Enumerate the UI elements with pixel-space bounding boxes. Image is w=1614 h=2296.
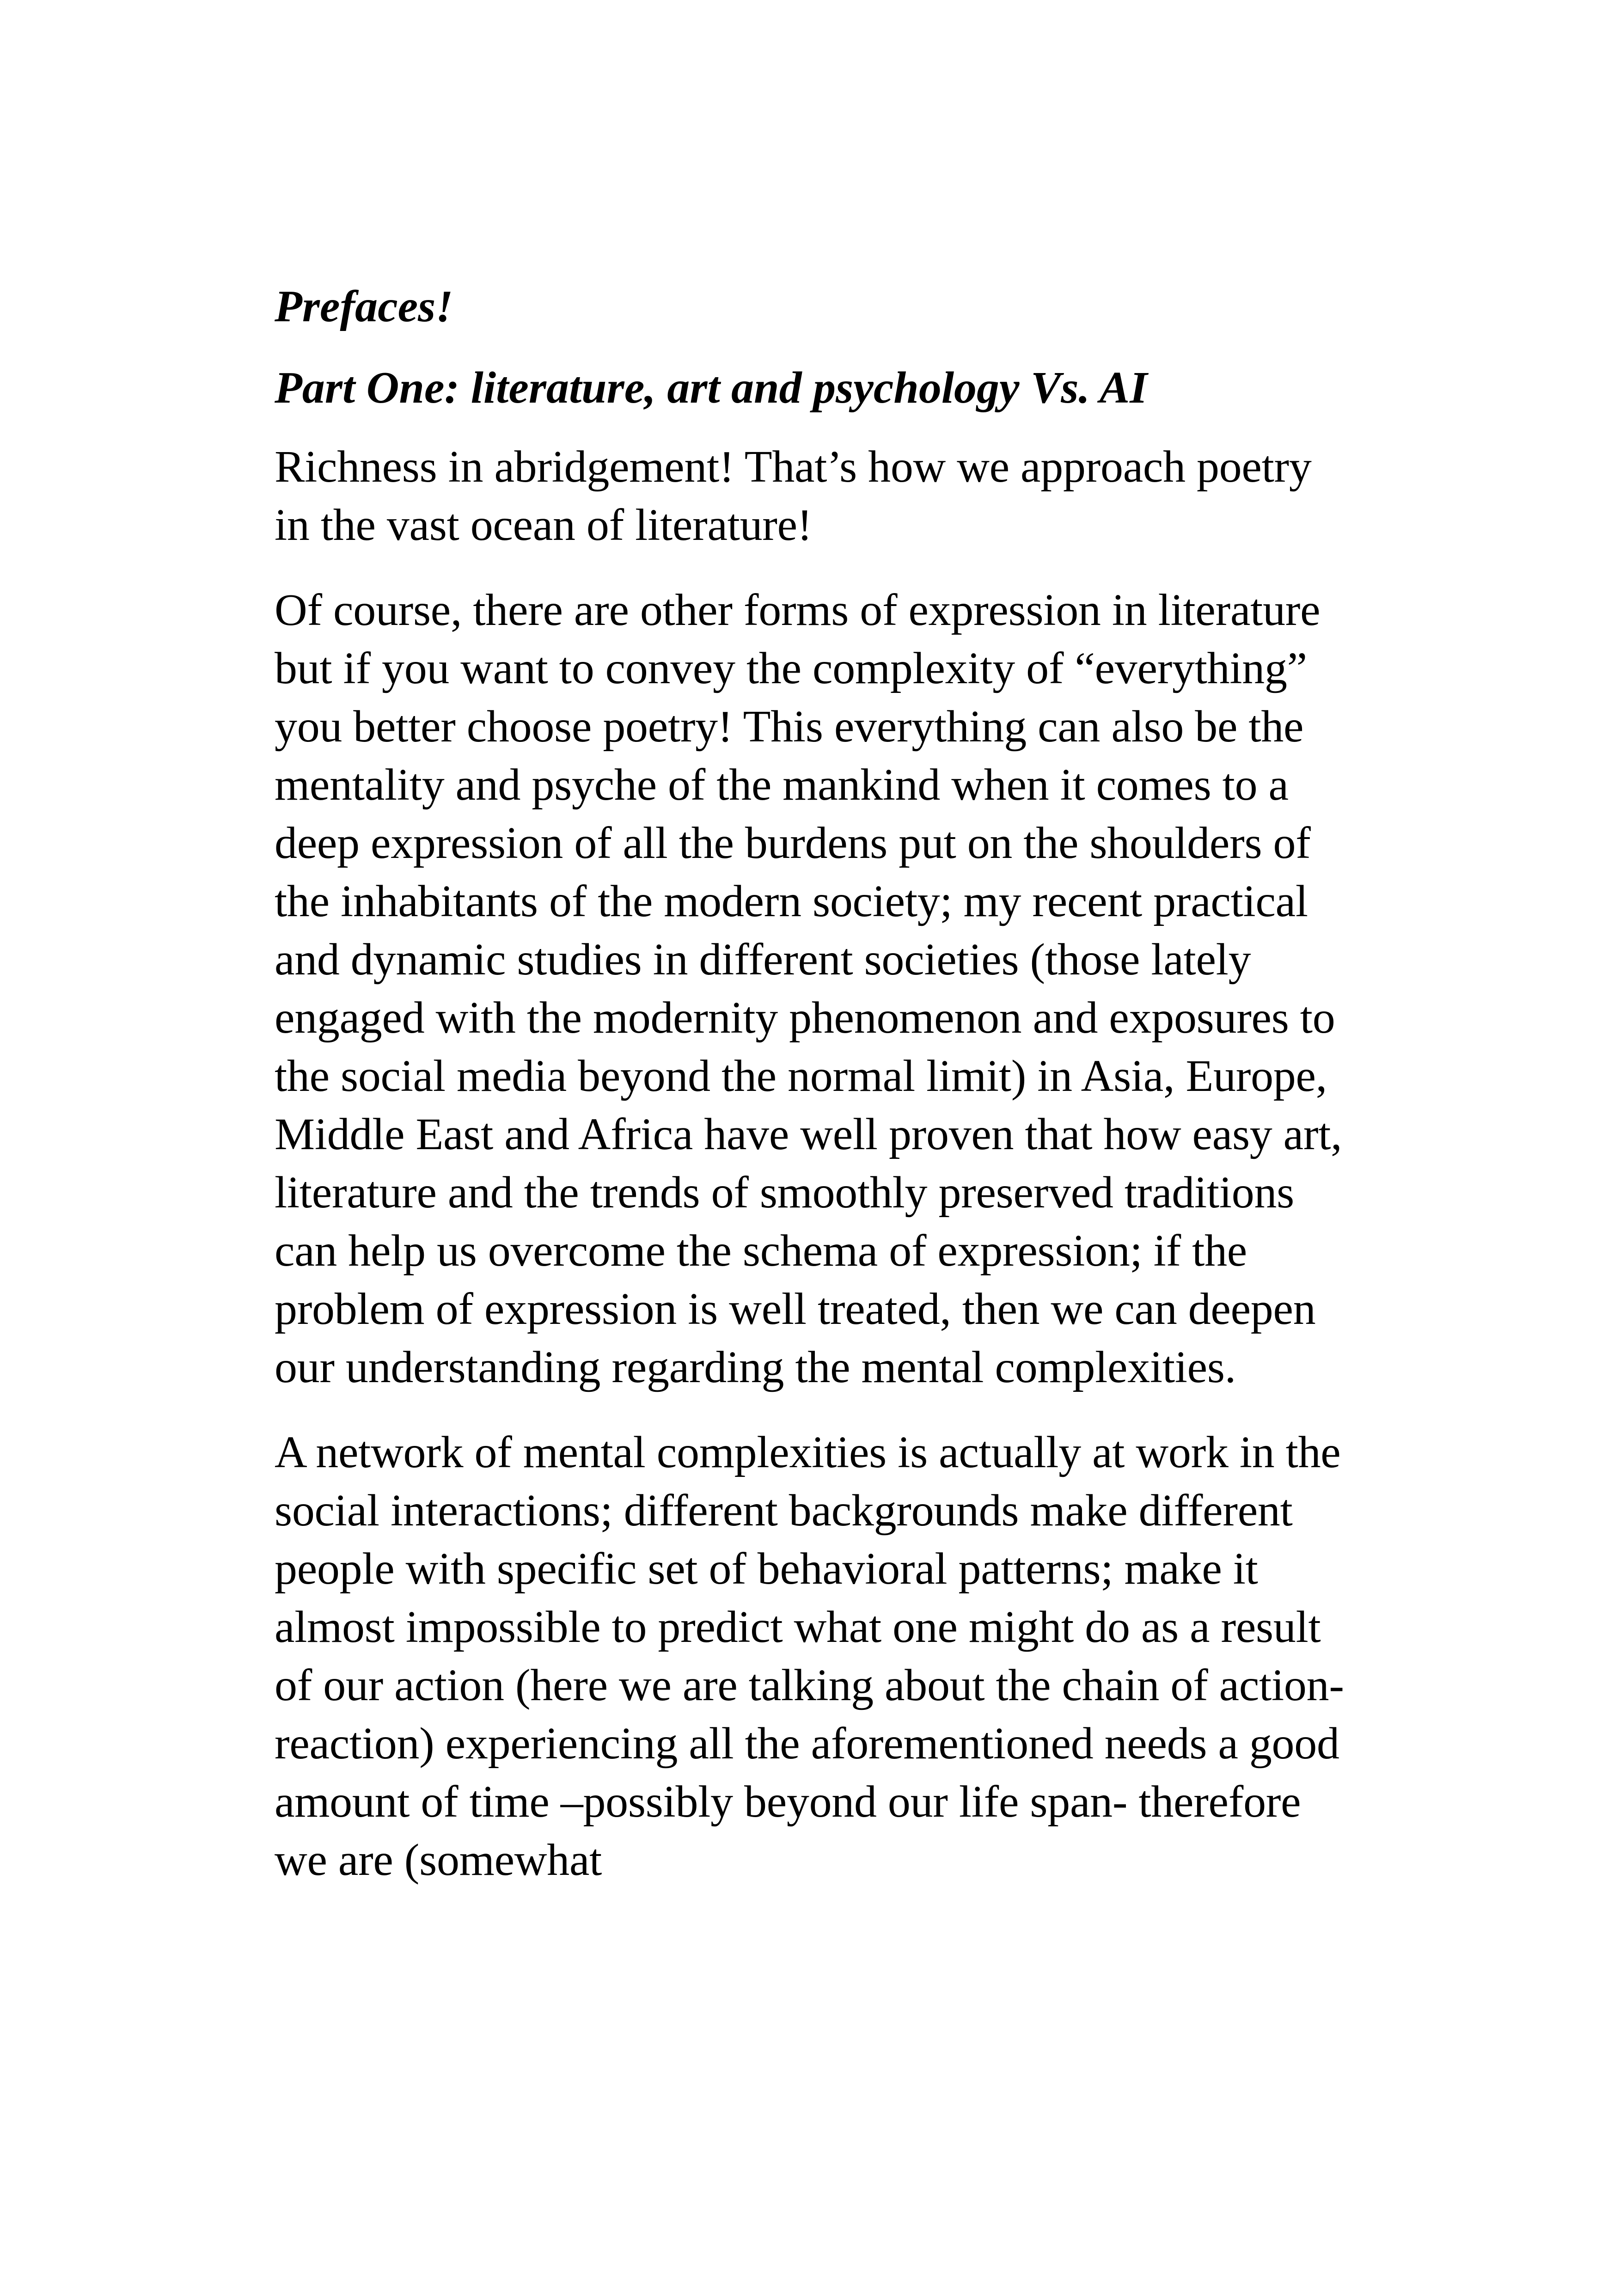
page-title: Prefaces! bbox=[275, 282, 453, 331]
document-body bbox=[275, 277, 1356, 1916]
paragraph-3: A network of mental complexities is actually at work in the social interactions; different backgrounds make different people with specific set of behavioral patterns; make it almost impossible to predict what one might do as a result of our action (here we are talking about the chain of action-reaction) experiencing all the aforementioned needs a good amount of time –possibly beyond our life span- therefore we are (somewhat bbox=[275, 1427, 1344, 1885]
paragraph-1: Richness in abridgement! That’s how we approach poetry in the vast ocean of literature! bbox=[275, 442, 1312, 550]
paragraph-2: Of course, there are other forms of expression in literature but if you want to convey the complexity of “everything” you better choose poetry! This everything can also be the mentality and psyche of the mankind when it comes to a deep expression of all the burdens put on the shoulders of the inhabitants of the modern society; my recent practical and dynamic studies in different societies (those lately engaged with the modernity phenomenon and exposures to the social media beyond the normal limit) in Asia, Europe, Middle East and Africa have well proven that how easy art, literature and the trends of smoothly preserved traditions can help us overcome the schema of expression; if the problem of expression is well treated, then we can deepen our understanding regarding the mental complexities. bbox=[275, 585, 1342, 1392]
section-heading: Part One: literature, art and psychology Vs. AI bbox=[275, 363, 1148, 413]
